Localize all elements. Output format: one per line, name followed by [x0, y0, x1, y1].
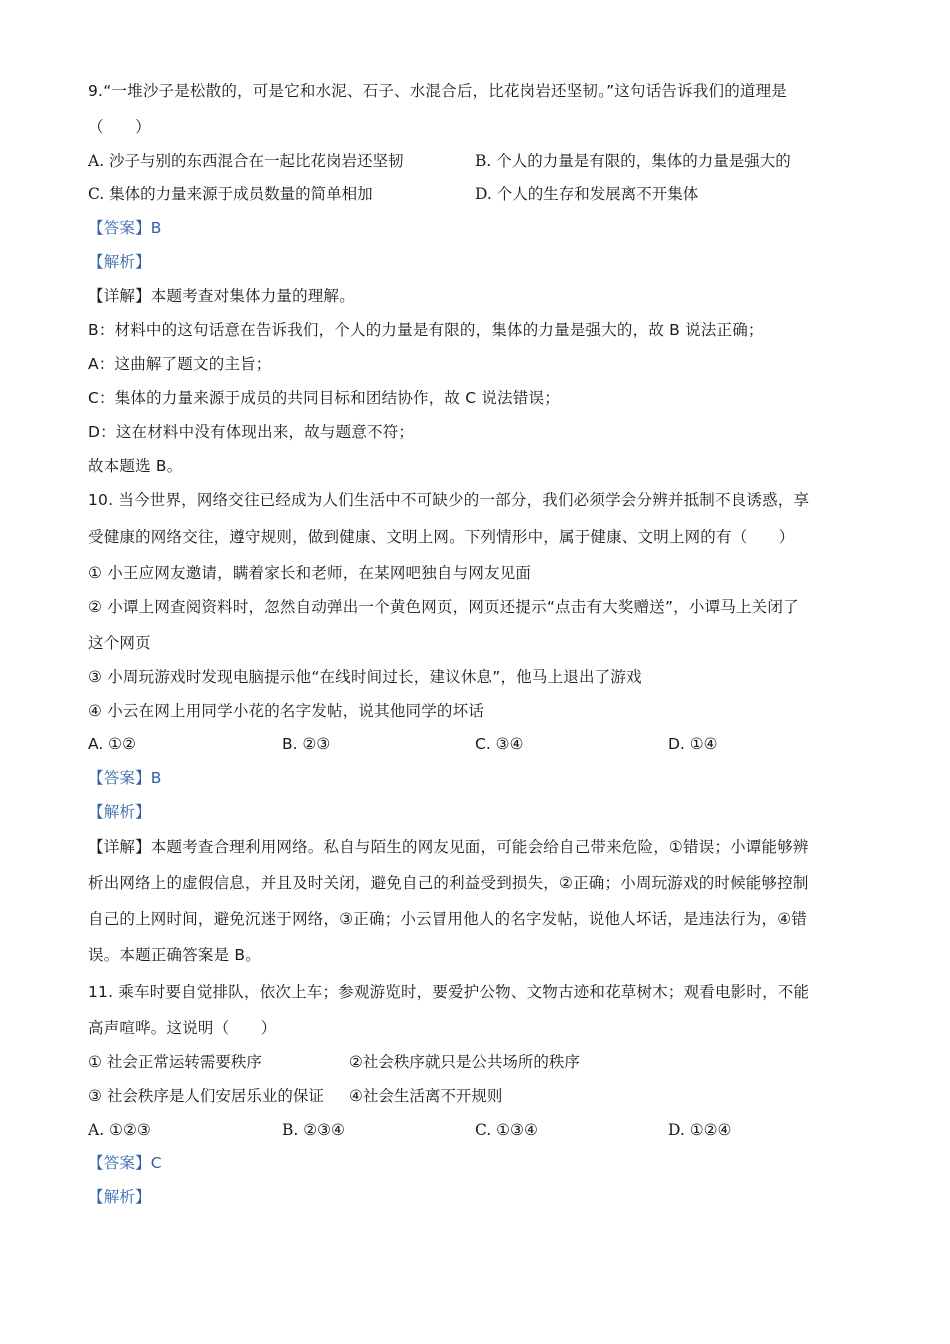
q9-detail-1: 【详解】本题考查对集体力量的理解。	[88, 287, 355, 305]
q11-stem-line-1: 11. 乘车时要自觉排队，依次上车；参观游览时，要爱护公物、文物古迹和花草树木；观看电影时，不能	[88, 983, 810, 1001]
q10-option-a: A. ①②	[88, 735, 136, 753]
q9-option-c: C. 集体的力量来源于成员数量的简单相加	[88, 185, 373, 203]
q10-detail-1: 【详解】本题考查合理利用网络。私自与陌生的网友见面，可能会给自己带来危险，①错误；小谭能够辨	[88, 838, 809, 856]
q11-option-a: A. ①②③	[88, 1121, 151, 1139]
q11-option-c: C. ①③④	[475, 1121, 538, 1139]
q11-option-d: D. ①②④	[668, 1121, 732, 1139]
q10-item-4: ④ 小云在网上用同学小花的名字发帖，说其他同学的坏话	[88, 702, 485, 720]
q10-detail-4: 误。本题正确答案是 B。	[88, 946, 261, 964]
q10-detail-2: 析出网络上的虚假信息，并且及时关闭，避免自己的利益受到损失，②正确；小周玩游戏的时候能够控制	[88, 874, 809, 892]
q9-detail-4: C：集体的力量来源于成员的共同目标和团结协作，故 C 说法错误；	[88, 389, 560, 407]
q11-item-4: ④社会生活离不开规则	[349, 1087, 503, 1105]
q10-item-3: ③ 小周玩游戏时发现电脑提示他“在线时间过长，建议休息”，他马上退出了游戏	[88, 668, 642, 686]
q9-detail-5: D：这在材料中没有体现出来，故与题意不符；	[88, 423, 415, 441]
q9-detail-6: 故本题选 B。	[88, 457, 183, 475]
q9-stem-line-1: 9.“一堆沙子是松散的，可是它和水泥、石子、水混合后，比花岗岩还坚韧。”这句话告诉我们的道理是	[88, 82, 788, 100]
q9-stem-line-2: （ ）	[88, 118, 151, 136]
q11-answer: 【答案】C	[88, 1154, 162, 1172]
q9-analysis-label: 【解析】	[88, 253, 151, 271]
q10-option-d: D. ①④	[668, 735, 718, 753]
q11-stem-line-2: 高声喧哗。这说明（ ）	[88, 1019, 277, 1037]
q10-item-1: ① 小王应网友邀请，瞒着家长和老师，在某网吧独自与网友见面	[88, 564, 532, 582]
q10-option-b: B. ②③	[282, 735, 331, 753]
q9-detail-3: A：这曲解了题文的主旨；	[88, 355, 272, 373]
q9-option-a: A. 沙子与别的东西混合在一起比花岗岩还坚韧	[88, 152, 404, 170]
q10-stem-line-1: 10. 当今世界，网络交往已经成为人们生活中不可缺少的一部分，我们必须学会分辨并抵制不良诱惑，享	[88, 491, 810, 509]
q9-option-d: D. 个人的生存和发展离不开集体	[475, 185, 699, 203]
q11-item-1: ① 社会正常运转需要秩序	[88, 1053, 262, 1071]
q11-analysis-label: 【解析】	[88, 1188, 151, 1206]
q10-analysis-label: 【解析】	[88, 803, 151, 821]
q11-item-3: ③ 社会秩序是人们安居乐业的保证	[88, 1087, 324, 1105]
q9-detail-2: B：材料中的这句话意在告诉我们，个人的力量是有限的，集体的力量是强大的，故 B 说法正确；	[88, 321, 764, 339]
q10-stem-line-2: 受健康的网络交往，遵守规则，做到健康、文明上网。下列情形中，属于健康、文明上网的有（ ）	[88, 528, 795, 546]
q10-item-2: ② 小谭上网查阅资料时，忽然自动弹出一个黄色网页，网页还提示“点击有大奖赠送”，小谭马上关闭了	[88, 598, 799, 616]
q10-detail-3: 自己的上网时间，避免沉迷于网络，③正确；小云冒用他人的名字发帖，说他人坏话，是违法行为，④错	[88, 910, 807, 928]
q11-item-2: ②社会秩序就只是公共场所的秩序	[349, 1053, 580, 1071]
q10-answer: 【答案】B	[88, 769, 162, 787]
q9-answer: 【答案】B	[88, 219, 162, 237]
q11-option-b: B. ②③④	[282, 1121, 345, 1139]
q10-option-c: C. ③④	[475, 735, 524, 753]
q10-item-2-continued: 这个网页	[88, 634, 151, 652]
q9-option-b: B. 个人的力量是有限的，集体的力量是强大的	[475, 152, 791, 170]
